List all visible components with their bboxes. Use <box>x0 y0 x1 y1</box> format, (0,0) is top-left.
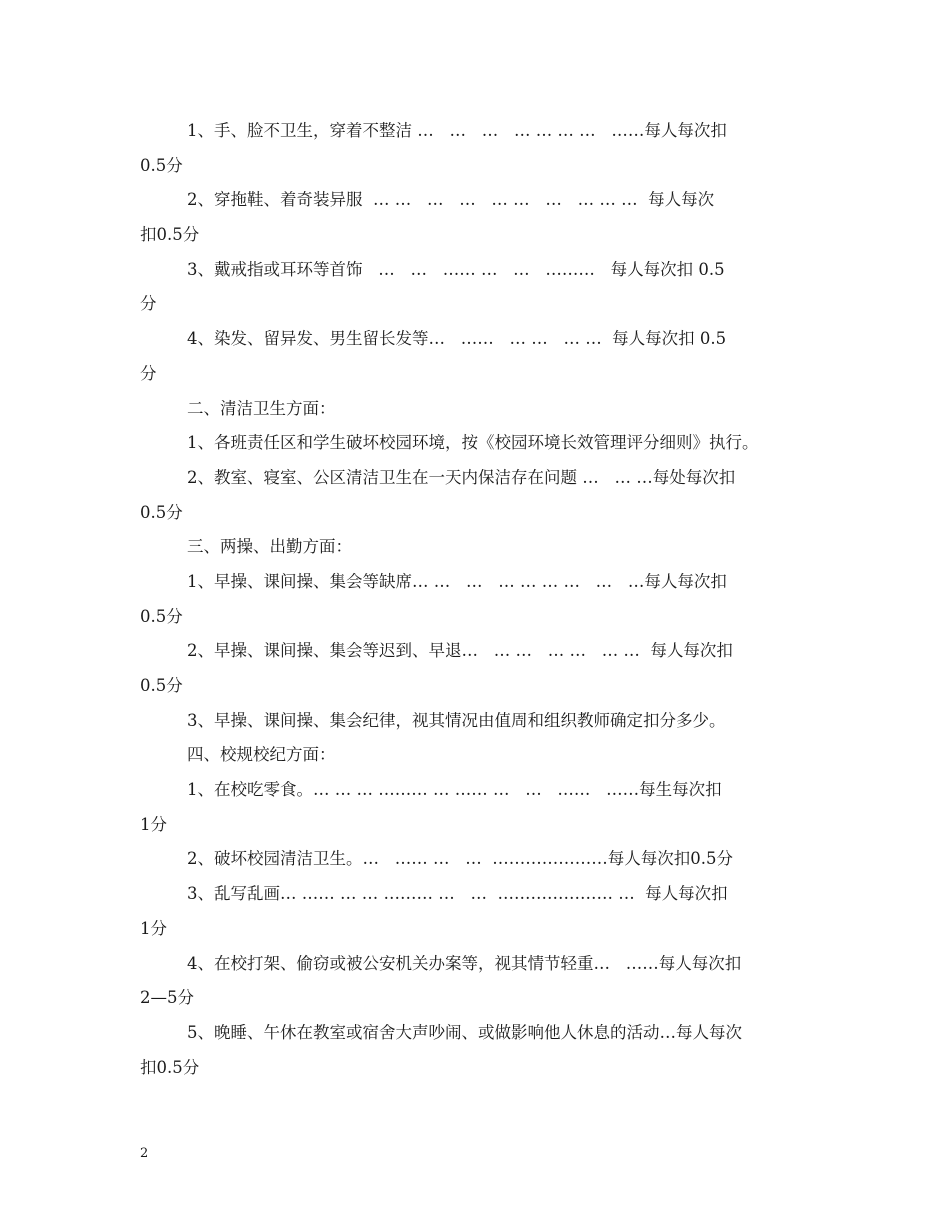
continuation-line: 1分 <box>140 814 167 834</box>
continuation-line: 扣0.5分 <box>140 225 200 245</box>
continuation-line: 0.5分 <box>140 502 183 522</box>
paragraph-line: 1、在校吃零食。… … … ……… … …… … … …… ……每生每次扣 <box>187 780 722 800</box>
continuation-line: 2—5分 <box>140 988 194 1008</box>
paragraph-line: 2、破坏校园清洁卫生。… …… … … …………………每人每次扣0.5分 <box>187 849 733 869</box>
continuation-line: 扣0.5分 <box>140 1057 200 1077</box>
paragraph-line: 2、教室、寝室、公区清洁卫生在一天内保洁存在问题 … … …每处每次扣 <box>187 467 736 487</box>
paragraph-line: 4、染发、留异发、男生留长发等… …… … … … … 每人每次扣 0.5 <box>187 329 727 349</box>
paragraph-line: 2、穿拖鞋、着奇装异服 … … … … … … … … … … 每人每次 <box>187 190 715 210</box>
continuation-line: 0.5分 <box>140 155 183 175</box>
continuation-line: 0.5分 <box>140 676 183 695</box>
continuation-line: 分 <box>140 294 157 314</box>
paragraph-line: 2、早操、课间操、集会等迟到、早退… … … … … … … 每人每次扣 <box>187 641 733 661</box>
continuation-line: 0.5分 <box>140 606 183 626</box>
paragraph-line: 5、晚睡、午休在教室或宿舍大声吵闹、或做影响他人休息的活动…每人每次 <box>187 1022 742 1042</box>
paragraph-line: 3、戴戒指或耳环等首饰 … … …… … … ……… 每人每次扣 0.5 <box>187 259 725 279</box>
paragraph-line: 1、各班责任区和学生破坏校园环境，按《校园环境长效管理评分细则》执行。 <box>187 433 759 453</box>
paragraph-line: 3、早操、课间操、集会纪律，视其情况由值周和组织教师确定扣分多少。 <box>187 710 726 730</box>
paragraph-line: 三、两操、出勤方面： <box>187 537 352 557</box>
paragraph-line: 1、手、脸不卫生，穿着不整洁 … … … … … … … ……每人每次扣 <box>187 121 727 140</box>
paragraph-line: 四、校规校纪方面： <box>187 745 336 765</box>
paragraph-line: 1、早操、课间操、集会等缺席… … … … … … … … …每人每次扣 <box>187 571 727 591</box>
continuation-line: 分 <box>140 363 157 383</box>
paragraph-line: 二、清洁卫生方面： <box>187 398 336 418</box>
paragraph-line: 3、乱写乱画… …… … … ……… … … ………………… … 每人每次扣 <box>187 884 728 904</box>
document-body <box>140 114 815 1085</box>
paragraph-line: 4、在校打架、偷窃或被公安机关办案等，视其情节轻重… ……每人每次扣 <box>187 953 742 973</box>
continuation-line: 1分 <box>140 918 167 938</box>
page-number: 2 <box>140 1146 149 1161</box>
